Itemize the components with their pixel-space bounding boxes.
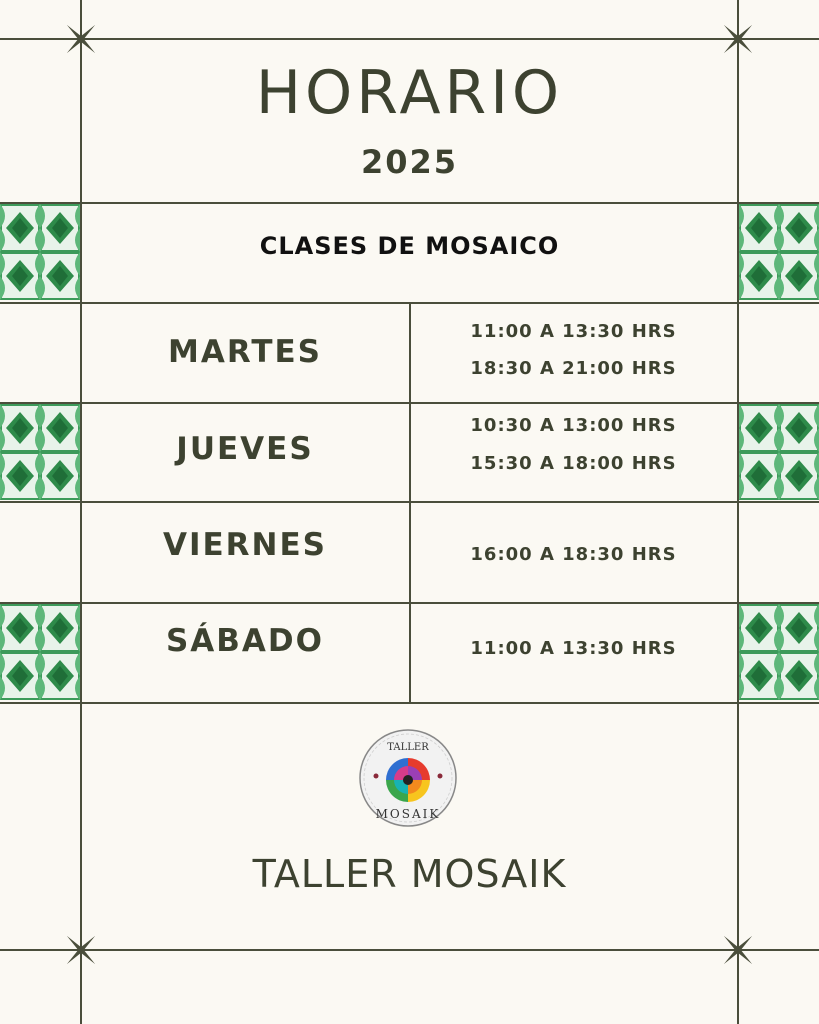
decorative-tile-icon (0, 404, 80, 500)
time-slot: 18:30 A 21:00 HRS (470, 358, 677, 379)
page-title: HORARIO (255, 58, 564, 128)
decorative-tile-icon (0, 604, 80, 700)
year-label: 2025 (360, 143, 459, 181)
sparkle-icon (61, 19, 101, 59)
time-slot: 11:00 A 13:30 HRS (470, 638, 677, 659)
grid-line (0, 202, 819, 204)
time-slot: 15:30 A 18:00 HRS (470, 453, 677, 474)
sparkle-icon (61, 930, 101, 970)
sparkle-icon (718, 19, 758, 59)
decorative-tile-icon (739, 204, 819, 300)
section-subtitle: CLASES DE MOSAICO (259, 232, 560, 260)
day-label-viernes: VIERNES (162, 527, 328, 563)
time-slot: 10:30 A 13:00 HRS (470, 415, 677, 436)
logo (358, 728, 458, 828)
day-label-sabado: SÁBADO (165, 623, 325, 659)
grid-line-bottom (0, 949, 819, 951)
sparkle-icon (718, 930, 758, 970)
grid-line-top (0, 38, 819, 40)
day-label-martes: MARTES (168, 334, 322, 370)
time-slot: 16:00 A 18:30 HRS (470, 544, 677, 565)
time-slot: 11:00 A 13:30 HRS (470, 321, 677, 342)
day-label-jueves: JUEVES (176, 431, 314, 467)
decorative-tile-icon (739, 404, 819, 500)
decorative-tile-icon (739, 604, 819, 700)
grid-line (0, 702, 819, 704)
grid-line-right (737, 0, 739, 1024)
decorative-tile-icon (0, 204, 80, 300)
logo-text: MOSAIK (375, 807, 441, 821)
brand-name: TALLER MOSAIK (252, 852, 567, 896)
logo-text: TALLER (387, 742, 429, 753)
